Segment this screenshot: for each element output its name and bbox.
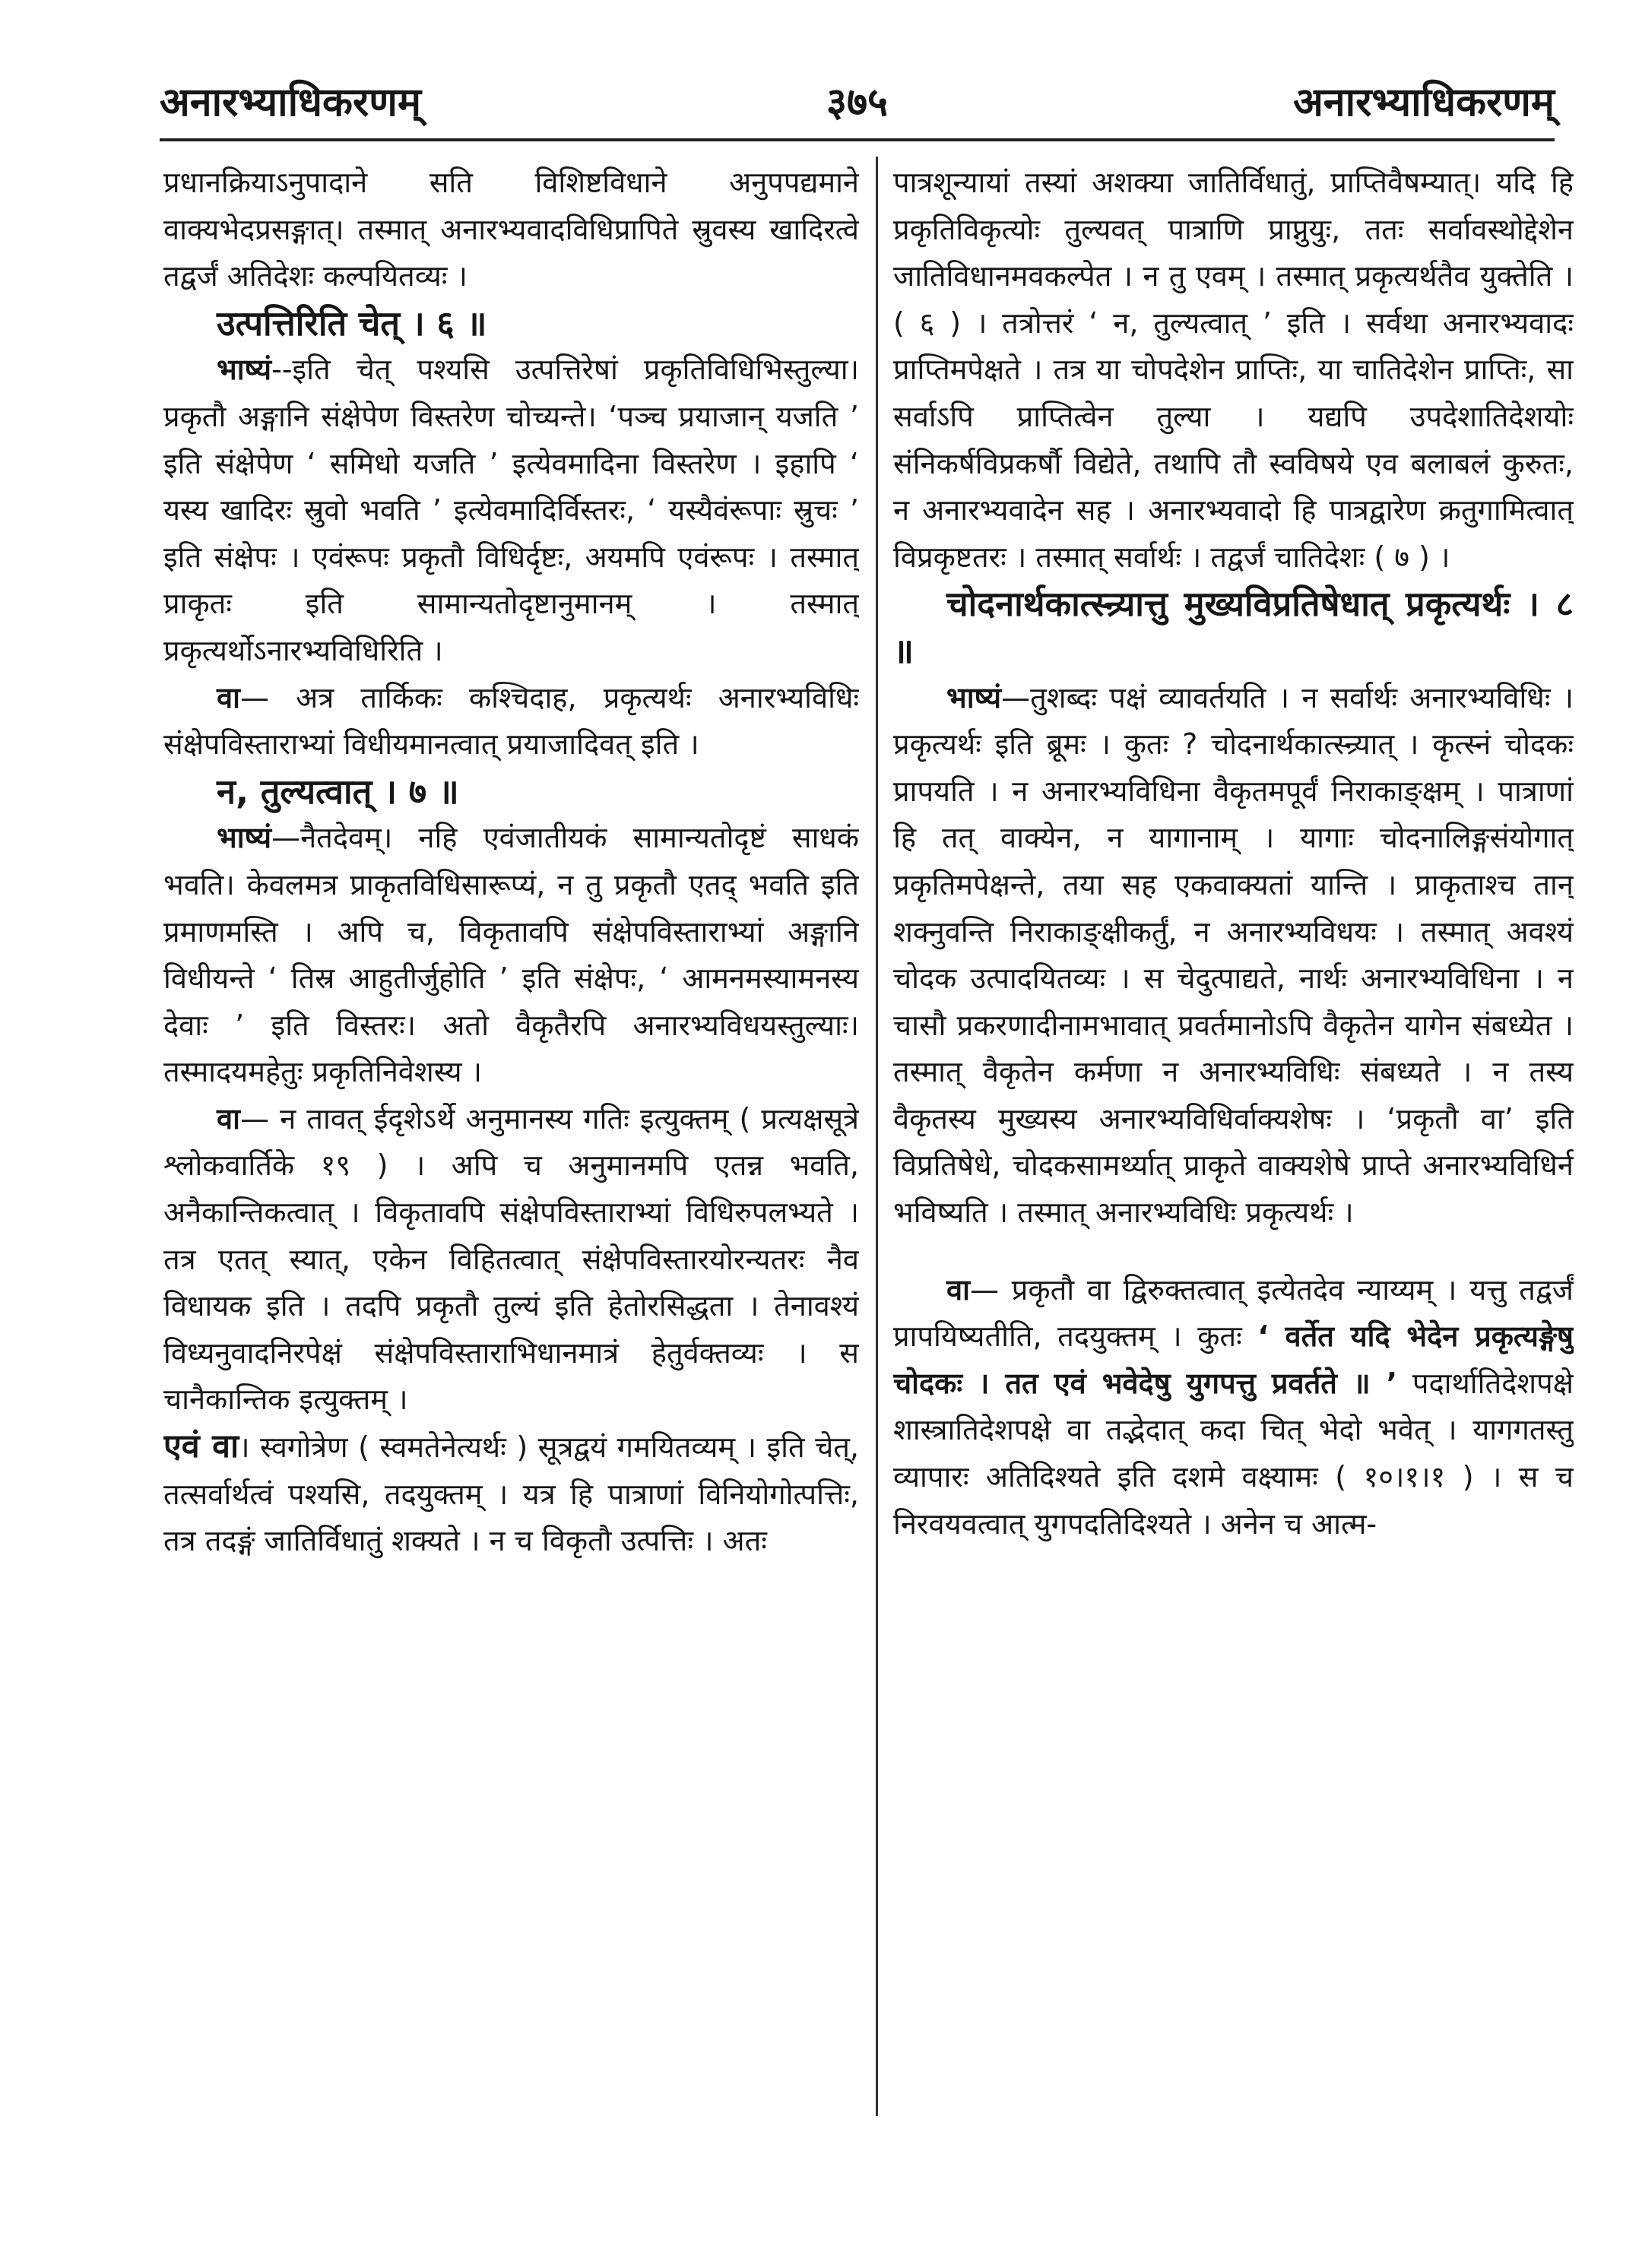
varttika-right-text-a: — प्रकृतौ वा द्विरुक्तत्वात् इत्येतदेव न्याय्यम् । यत्तु तद्वर्जं प्रापयिष्यतीति, तदयुक्तम् । कुतः [893, 1272, 1574, 1354]
va-label: वा [217, 1101, 240, 1136]
header-rule [160, 138, 1555, 141]
varttika-2 [163, 1096, 859, 1424]
varttika-1-text: — अत्र तार्किकः कश्चिदाह, प्रकृत्यर्थः अनारभ्यविधिः संक्षेपविस्ताराभ्यां विधीयमानत्वात् प्रयाजादिवत् इति । [163, 680, 859, 762]
quoted-verse: ‘ वर्तेत यदि भेदेन प्रकृत्यङ्गेषु चोदकः । तत एवं भवेदेषु युगपत्तु प्रवर्तते ॥ ’ [893, 1319, 1574, 1400]
running-header [160, 70, 1555, 131]
bhashya-label: भाष्यं [946, 680, 1002, 714]
header-right-title: अनारभ्याधिकरणम् [1293, 79, 1555, 125]
bhashya-6-text: --इति चेत् पश्यसि उत्पत्तिरेषां प्रकृतिविधिभिस्तुल्या। प्रकृतौ अङ्गानि संक्षेपेण विस्तरेण चोच्यन्ते। ‘पञ्च प्रयाजान् यजति ’ इति संक्षेपेण ‘ समिधो यजति ’ इत्येवमादिना विस्तरेण । इहापि ‘ यस्य खादिरः स्रुवो भवति ’ इत्येवमादिर्विस्तरः, ‘ यस्यैवंरूपाः स्रुचः ’ इति संक्षेपः । एवंरूपः प्रकृतौ विधिर्दृष्टः, अयमपि एवंरूपः । तस्मात् प्राकृतः इति सामान्यतोदृष्टानुमानम् । तस्मात् प्रकृत्यर्थोऽनारभ्यविधिरिति । [163, 353, 859, 667]
varttika-right [893, 1267, 1574, 1548]
header-left-title: अनारभ्याधिकरणम् [160, 79, 421, 125]
varttika-3 [163, 1424, 859, 1565]
sutra-8: चोदनार्थकात्स्न्र्यात्तु मुख्यविप्रतिषेधात् प्रकृत्यर्थः । ८ ॥ [893, 584, 1574, 671]
sutra-7: न, तुल्यत्वात् । ७ ॥ [217, 771, 459, 812]
va-label: वा [946, 1272, 970, 1307]
bhashya-8-text: —तुशब्दः पक्षं व्यावर्तयति । न सर्वार्थः अनारभ्यविधिः । प्रकृत्यर्थः इति ब्रूमः । कुतः ? चोदनार्थकात्स्न्र्यात् । कृत्स्नं चोदकः प्रापयति । न अनारभ्यविधिना वैकृतमपूर्वं निराकाङ्क्षम् । पात्राणां हि तत् वाक्येन, न यागानाम् । यागाः चोदनालिङ्गसंयोगात् प्रकृतिमपेक्षन्ते, तया सह एकवाक्यतां यान्ति । प्राकृताश्च तान् शक्नुवन्ति निराकाङ्क्षीकर्तुं, न अनारभ्यविधयः । तस्मात् अवश्यं चोदक उत्पादयितव्यः । स चेदुत्पाद्यते, नार्थः अनारभ्यविधिना । न चासौ प्रकरणादीनामभावात् प्रवर्तमानोऽपि वैकृतेन यागेन संबध्येत । तस्मात् वैकृतेन कर्मणा न अनारभ्यविधिः संबध्यते । न तस्य वैकृतस्य मुख्यस्य अनारभ्यविधिर्वाक्यशेषः । ‘प्रकृतौ वा’ इति विप्रतिषेधे, चोदकसामर्थ्यात् प्राकृते वाक्यशेषे प्राप्ते अनारभ्यविधिर्न भविष्यति । तस्मात् अनारभ्यविधिः प्रकृत्यर्थः । [893, 680, 1574, 1230]
bhashya-label: भाष्यं [217, 821, 272, 855]
varttika-1 [163, 675, 859, 768]
varttika-3-text: । स्वगोत्रेण ( स्वमतेनेत्यर्थः ) सूत्रद्वयं गमयितव्यम् । इति चेत्, तत्सर्वार्थत्वं पश्यसि, तदयुक्तम् । यत्र हि पात्राणां विनियोगोत्पत्तिः, तत्र तदङ्गं जातिर्विधातुं शक्यते । न च विकृतौ उत्पत्तिः । अतः [163, 1430, 859, 1558]
sutra-6: उत्पत्तिरिति चेत् । ६ ॥ [217, 303, 487, 344]
varttika-right-text-b: पदार्थातिदेशपक्षे शास्त्रातिदेशपक्षे वा तद्भेदात् कदा चित् भेदो भवेत् । यागगतस्तु व्यापारः अतिदिश्यते इति दशमे वक्ष्यामः ( १०।१।१ ) । स च निरवयवत्वात् युगपदतिदिश्यते । अनेन च आत्म- [893, 1366, 1574, 1541]
left-column [163, 160, 859, 2105]
column-divider [876, 157, 878, 2116]
paragraph-continuation: प्रधानक्रियाऽनुपादाने सति विशिष्टविधाने अनुपपद्यमाने वाक्यभेदप्रसङ्गात्। तस्मात् अनारभ्यवादविधिप्रापिते स्रुवस्य खादिरत्वे तद्वर्जं अतिदेशः कल्पयितव्यः । [163, 166, 859, 293]
bhashya-7 [163, 815, 859, 1096]
bhashya-8 [893, 675, 1574, 1237]
bhashya-6 [163, 347, 859, 674]
varttika-2-text: — न तावत् ईदृशेऽर्थे अनुमानस्य गतिः इत्युक्तम् ( प्रत्यक्षसूत्रे श्लोकवार्तिके १९ ) । अपि च अनुमानमपि एतन्न भवति, अनैकान्तिकत्वात् । विकृतावपि संक्षेपविस्ताराभ्यां विधिरुपलभ्यते । तत्र एतत् स्यात्, एकेन विहितत्वात् संक्षेपविस्तारयोरन्यतरः नैव विधायक इति । तदपि प्रकृतौ तुल्यं इति हेतोरसिद्धता । तेनावश्यं विध्यनुवादनिरपेक्षं संक्षेपविस्ताराभिधानमात्रं हेतुर्वक्तव्यः । स चानैकान्तिक इत्युक्तम् । [163, 1101, 859, 1417]
va-label: वा [217, 680, 240, 714]
bhashya-7-text: —नैतदेवम्। नहि एवंजातीयकं सामान्यतोदृष्टं साधकं भवति। केवलमत्र प्राकृतविधिसारूप्यं, न तु प्रकृतौ एतद् भवति इति प्रमाणमस्ति । अपि च, विकृतावपि संक्षेपविस्ताराभ्यां अङ्गानि विधीयन्ते ‘ तिस्र आहुतीर्जुहोति ’ इति संक्षेपः, ‘ आमनमस्यामनस्य देवाः ’ इति विस्तरः। अतो वैकृतैरपि अनारभ्यविधयस्तुल्याः। तस्मादयमहेतुः प्रकृतिनिवेशस्य । [163, 821, 859, 1089]
bhashya-label: भाष्यं [217, 353, 272, 387]
page-number: ३७५ [826, 79, 889, 125]
eva-va-lead: एवं वा [163, 1427, 239, 1466]
right-column [893, 160, 1574, 2105]
paragraph-continuation-right: पात्रशून्यायां तस्यां अशक्या जातिर्विधातुं, प्राप्तिवैषम्यात्। यदि हि प्रकृतिविकृत्योः तुल्यवत् पात्राणि प्राप्नुयुः, ततः सर्वावस्थोद्देशेन जातिविधानमवकल्पेत । न तु एवम् । तस्मात् प्रकृत्यर्थतैव युक्तेति । ( ६ ) । तत्रोत्तरं ‘ न, तुल्यत्वात् ’ इति । सर्वथा अनारभ्यवादः प्राप्तिमपेक्षते । तत्र या चोपदेशेन प्राप्तिः, या चातिदेशेन प्राप्तिः, सा सर्वाऽपि प्राप्तित्वेन तुल्या । यद्यपि उपदेशातिदेशयोः संनिकर्षविप्रकर्षौ विद्येते, तथापि तौ स्वविषये एव बलाबलं कुरुतः, न अनारभ्यवादेन सह । अनारभ्यवादो हि पात्रद्वारेण क्रतुगामित्वात् विप्रकृष्टतरः । तस्मात् सर्वार्थः । तद्वर्जं चातिदेशः ( ७ ) । [893, 166, 1574, 574]
